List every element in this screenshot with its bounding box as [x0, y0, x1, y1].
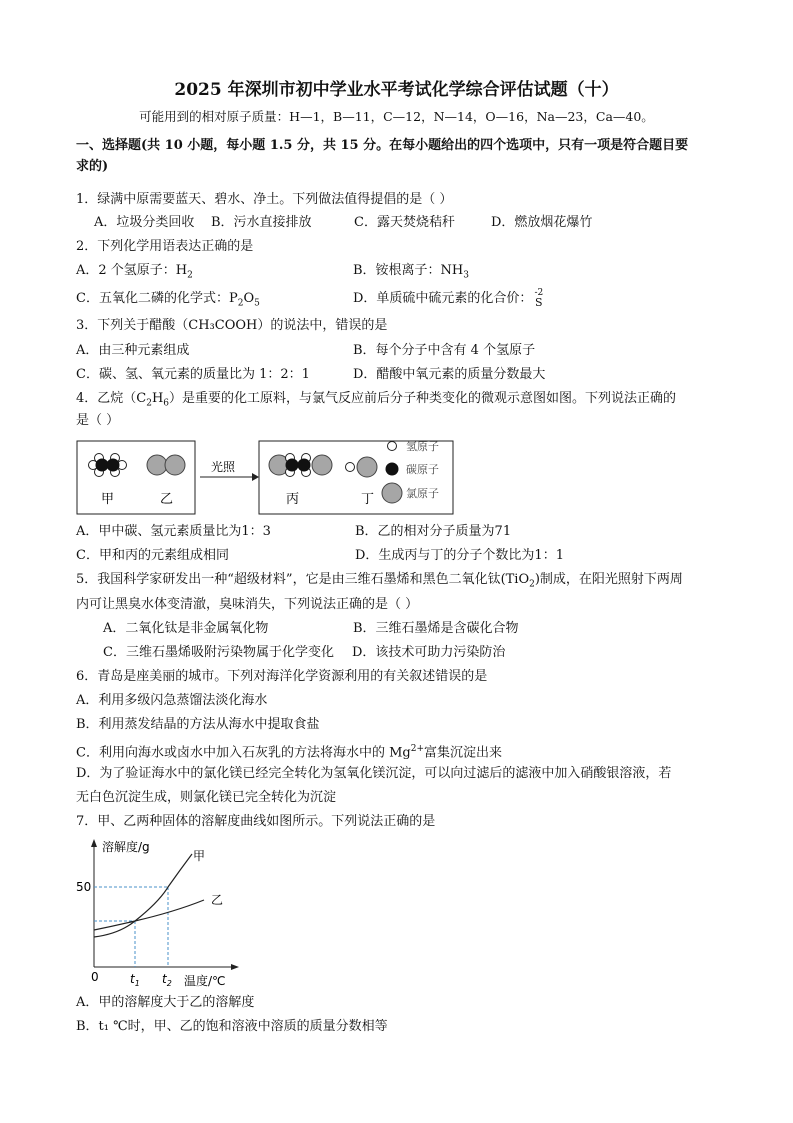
- q7-stem: 7．甲、乙两种固体的溶解度曲线如图所示。下列说法正确的是: [76, 814, 436, 829]
- ethane-molecule: [89, 454, 127, 477]
- q6-option-a: A．利用多级闪急蒸馏法淡化海水: [76, 693, 268, 708]
- q6-option-b: B．利用蒸发结晶的方法从海水中提取食盐: [76, 717, 320, 732]
- q5-option-c: C．三维石墨烯吸附污染物属于化学变化: [103, 645, 334, 660]
- origin-label: 0: [91, 970, 99, 984]
- y-axis-arrow: [91, 839, 97, 847]
- curve-jia-label: 甲: [193, 849, 206, 863]
- q1-option-b: B．污水直接排放: [211, 215, 312, 230]
- q4-stem: 4．乙烷$(C_2H_6)$是重要的化工原料，与氯气反应前后分子种类变化的微观示意图如图。下列说法正确的: [76, 391, 677, 409]
- reaction-diagram: [76, 433, 476, 517]
- hcl-molecule: [346, 457, 378, 477]
- q6-option-c: C．利用向海水或卤水中加入石灰乳的方法将海水中的 $Mg^{2+}$富集沉淀出来: [76, 744, 503, 761]
- reactants-box: [77, 441, 195, 514]
- q1-option-a: A．垃圾分类回收: [94, 215, 195, 230]
- label-jia: 甲: [101, 492, 115, 507]
- label-yi: 乙: [160, 492, 174, 507]
- curve-jia: [94, 854, 192, 937]
- q7-option-a: A．甲的溶解度大于乙的溶解度: [76, 995, 255, 1010]
- legend-chlorine-icon: [382, 483, 402, 503]
- q4-option-c: C．甲和丙的元素组成相同: [76, 548, 229, 563]
- q5-stem-cont: 内可让黑臭水体变清澈，臭味消失，下列说法正确的是（ ）: [76, 597, 419, 612]
- chloroethane-molecule: [269, 454, 332, 477]
- q3-option-b: B．每个分子中含有 4 个氢原子: [353, 343, 536, 358]
- q6-stem: 6．青岛是座美丽的城市。下列对海洋化学资源利用的有关叙述错误的是: [76, 669, 488, 684]
- q2-option-d: D．单质硫中硫元素的化合价： -2 S: [353, 288, 544, 309]
- q4-option-a: A．甲中碳、氢元素质量比为1：3: [76, 524, 271, 539]
- q5-option-a: A．二氧化钛是非金属氧化物: [103, 621, 269, 636]
- x-axis-arrow: [231, 964, 239, 970]
- atomic-masses: 可能用到的相对原子质量：H—1，B—11，C—12，N—14，O—16，Na—23，Ca—40。: [139, 109, 654, 124]
- chlorine-molecule: [147, 455, 185, 475]
- legend-chlorine-label: 氯原子: [406, 487, 439, 500]
- x-axis-label: 温度/℃: [184, 974, 226, 988]
- label-ding: 丁: [361, 492, 375, 507]
- q3-stem: 3．下列关于醋酸（CH₃COOH）的说法中，错误的是: [76, 318, 388, 333]
- curve-yi-label: 乙: [211, 893, 224, 907]
- q1-option-c: C．露天焚烧秸秆: [354, 215, 455, 230]
- q3-option-d: D．醋酸中氧元素的质量分数最大: [353, 367, 546, 382]
- q4-option-b: B．乙的相对分子质量为71: [355, 524, 512, 539]
- label-bing: 丙: [286, 492, 300, 507]
- q2-option-c: C．五氧化二磷的化学式：$P_2O_5$: [76, 291, 260, 309]
- q7-option-b: B．t₁ ℃时，甲、乙的饱和溶液中溶质的质量分数相等: [76, 1019, 388, 1034]
- q2-option-a: A．2 个氢原子：$H_2$: [76, 263, 193, 281]
- page-title: 2025 年深圳市初中学业水平考试化学综合评估试题（十）: [174, 80, 619, 100]
- q3-option-a: A．由三种元素组成: [76, 343, 190, 358]
- curve-yi: [94, 900, 204, 930]
- q4-stem-cont: 是（ ）: [76, 413, 120, 428]
- q1-stem: 1．绿满中原需要蓝天、碧水、净土。下列做法值得提倡的是（ ）: [76, 192, 453, 207]
- legend-hydrogen-label: 氢原子: [406, 440, 439, 453]
- arrow-label: 光照: [211, 460, 236, 474]
- solubility-chart: [74, 834, 254, 994]
- legend-carbon-label: 碳原子: [406, 463, 439, 476]
- section-heading: 一、选择题(共 10 小题，每小题 1.5 分，共 15 分。在每小题给出的四个选项中，只有一项是符合题目要: [76, 138, 689, 153]
- y-tick-label: 50: [76, 880, 92, 894]
- q1-option-d: D．燃放烟花爆竹: [491, 215, 593, 230]
- legend: [382, 439, 439, 503]
- legend-carbon-icon: [386, 463, 399, 476]
- q2-option-b: B．铵根离子：$NH_3$: [353, 263, 469, 281]
- legend-hydrogen-icon: [388, 442, 397, 451]
- section-heading-cont: 求的): [76, 159, 109, 174]
- y-axis-label: 溶解度/g: [102, 840, 150, 854]
- arrow-head: [252, 473, 259, 481]
- q5-stem: 5．我国科学家研发出一种“超级材料”，它是由三维石墨烯和黑色二氧化钛(TiO$_2$)制成，在阳光照射下两周: [76, 572, 683, 590]
- q4-option-d: D．生成丙与丁的分子个数比为1：1: [355, 548, 564, 563]
- q3-option-c: C．碳、氢、氧元素的质量比为 1：2：1: [76, 367, 310, 382]
- x-tick-t1: $t_1$: [130, 972, 140, 988]
- q5-option-d: D．该技术可助力污染防治: [352, 645, 506, 660]
- q6-option-d-cont: 无白色沉淀生成，则氯化镁已完全转化为沉淀: [76, 790, 337, 805]
- q5-option-b: B．三维石墨烯是含碳化合物: [353, 621, 519, 636]
- q6-option-d: D．为了验证海水中的氯化镁已经完全转化为氢氧化镁沉淀，可以向过滤后的滤液中加入硝酸银溶液，若: [76, 766, 672, 781]
- x-tick-t2: $t_2$: [162, 972, 172, 988]
- q2-stem: 2．下列化学用语表达正确的是: [76, 239, 254, 254]
